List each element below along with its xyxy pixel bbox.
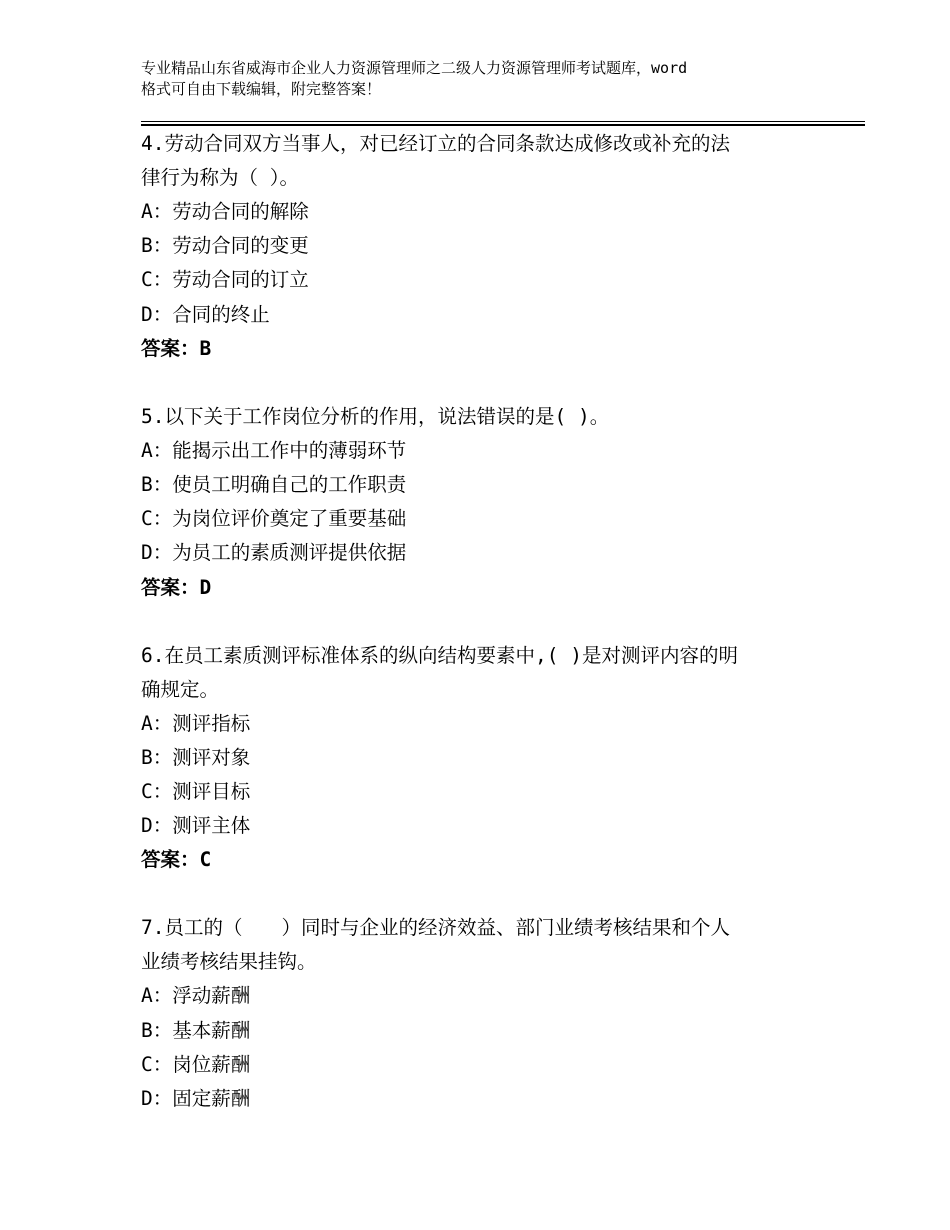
question-stem: [141, 127, 831, 195]
answer: [141, 843, 831, 877]
answer-label: 答案：: [141, 336, 200, 360]
stem-line: 4.劳动合同双方当事人，对已经订立的合同条款达成修改或补充的法: [141, 132, 730, 155]
option-d: D：固定薪酬: [141, 1087, 251, 1111]
option-c: C：岗位薪酬: [141, 1052, 251, 1076]
option-a: A：劳动合同的解除: [141, 200, 309, 223]
question-stem: [141, 400, 831, 434]
stem-line: 6.在员工素质测评标准体系的纵向结构要素中,( )是对测评内容的明: [141, 643, 738, 667]
header-line-1: 专业精品山东省威海市企业人力资源管理师之二级人力资源管理师考试题库，word: [141, 59, 688, 77]
question-list: [141, 127, 831, 1150]
option-a: A：测评指标: [141, 711, 251, 735]
header-divider: [141, 121, 865, 126]
stem-line: 确规定。: [141, 677, 220, 701]
header-line-2: 格式可自由下载编辑，附完整答案！: [141, 80, 382, 98]
question-4: [141, 127, 831, 366]
option-d: D：测评主体: [141, 814, 251, 838]
stem-line: 律行为称为（ ）。: [141, 166, 299, 189]
option-b: B：使员工明确自己的工作职责: [141, 473, 407, 497]
option-d: D：合同的终止: [141, 302, 270, 326]
answer-value: D: [199, 575, 212, 599]
answer-label: 答案：: [141, 848, 200, 872]
answer-value: B: [199, 336, 212, 360]
stem-line: 7.员工的（ ）同时与企业的经济效益、部门业绩考核结果和个人: [141, 916, 730, 940]
option-a: A：浮动薪酬: [141, 984, 251, 1008]
option-c: C：为岗位评价奠定了重要基础: [141, 507, 407, 531]
question-7: [141, 911, 831, 1116]
option-b: B：劳动合同的变更: [141, 234, 309, 258]
page-header: [141, 58, 841, 100]
question-stem: [141, 639, 831, 707]
question-5: [141, 400, 831, 605]
option-c: C：劳动合同的订立: [141, 268, 309, 292]
stem-line: 5.以下关于工作岗位分析的作用，说法错误的是( )。: [141, 404, 610, 428]
option-b: B：测评对象: [141, 745, 251, 769]
answer-value: C: [199, 848, 212, 872]
answer-label: 答案：: [141, 575, 200, 599]
answer: [141, 571, 831, 605]
option-c: C：测评目标: [141, 780, 251, 804]
question-6: [141, 639, 831, 878]
option-d: D：为员工的素质测评提供依据: [141, 541, 407, 565]
option-b: B：基本薪酬: [141, 1018, 251, 1042]
stem-line: 业绩考核结果挂钩。: [141, 950, 317, 974]
question-stem: [141, 911, 831, 979]
option-a: A：能揭示出工作中的薄弱环节: [141, 438, 407, 462]
answer: [141, 332, 831, 366]
